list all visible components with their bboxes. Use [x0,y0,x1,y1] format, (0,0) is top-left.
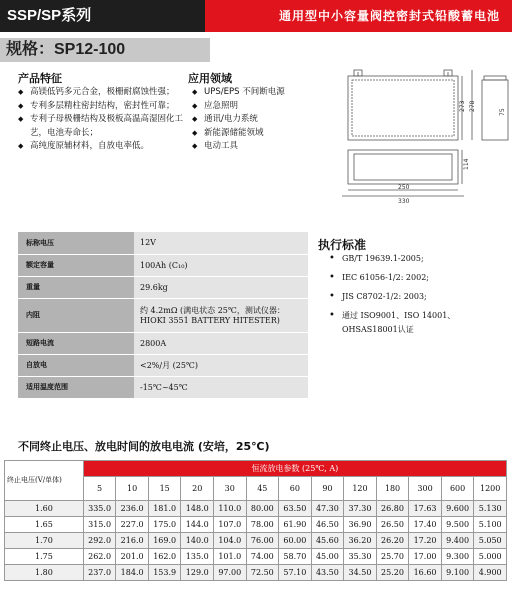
spec-row [18,298,308,332]
current-cell: 35.30 [344,549,377,565]
current-cell: 184.0 [116,565,149,581]
current-cell: 97.00 [214,565,247,581]
current-cell: 26.80 [376,501,409,517]
current-cell: 80.00 [246,501,279,517]
current-cell: 63.50 [279,501,312,517]
table-row [5,517,507,533]
current-cell: 74.00 [246,549,279,565]
application-item: ◆ UPS/EPS 不间断电源 [190,86,320,100]
current-cell: 162.0 [148,549,181,565]
current-cell: 236.0 [116,501,149,517]
current-cell: 5.050 [474,533,507,549]
spec-value: 2800A [134,332,308,354]
spec-row [18,376,308,398]
current-cell: 47.30 [311,501,344,517]
applications-title: 应用领域 [188,72,232,85]
current-cell: 107.0 [214,517,247,533]
current-cell: 57.10 [279,565,312,581]
dim-label: 330 [398,198,410,205]
application-item: ◆ 应急照明 [190,100,320,114]
feature-item: ◆ 专利子母极栅结构及极板高温高湿固化工艺，电池寿命长； [16,113,194,140]
current-cell: 169.0 [148,533,181,549]
current-cell: 5.000 [474,549,507,565]
corner-label: 终止电压(V/单体) [5,461,84,501]
table-row [5,549,507,565]
current-cell: 9.300 [441,549,474,565]
discharge-title: 不同终止电压、放电时间的放电电流 (安培，25℃) [18,440,270,453]
current-cell: 76.00 [246,533,279,549]
spec-table [18,232,308,399]
column-header: 30 [214,477,247,501]
current-cell: 58.70 [279,549,312,565]
voltage-cell: 1.70 [5,533,84,549]
column-header: 180 [376,477,409,501]
current-cell: 104.0 [214,533,247,549]
current-cell: 153.9 [148,565,181,581]
current-cell: 43.50 [311,565,344,581]
current-cell: 216.0 [116,533,149,549]
current-cell: 25.70 [376,549,409,565]
voltage-cell: 1.65 [5,517,84,533]
spec-value: <2%/月 (25℃) [134,354,308,376]
table-row [5,565,507,581]
current-cell: 9.500 [441,517,474,533]
spec-row [18,232,308,254]
table-row [5,533,507,549]
current-cell: 9.100 [441,565,474,581]
column-header: 60 [279,477,312,501]
voltage-cell: 1.75 [5,549,84,565]
feature-item: ◆ 高纯度原辅材料，自放电率低。 [16,140,194,154]
dim-label: 250 [398,184,410,191]
current-cell: 175.0 [148,517,181,533]
application-item: ◆ 新能源储能领域 [190,127,320,141]
column-header: 600 [441,477,474,501]
spec-value: 12V [134,232,308,254]
voltage-cell: 1.60 [5,501,84,517]
current-cell: 110.0 [214,501,247,517]
column-header: 5 [83,477,116,501]
current-cell: 227.0 [116,517,149,533]
group-header: 恒流放电参数 (25℃, A) [83,461,506,477]
current-cell: 36.90 [344,517,377,533]
battery-dimension-drawing [328,66,512,206]
column-header: 10 [116,477,149,501]
current-cell: 5.100 [474,517,507,533]
feature-item: ◆ 高镁低钙多元合金，极栅耐腐蚀性强； [16,86,194,100]
current-cell: 16.60 [409,565,442,581]
current-cell: 26.20 [376,533,409,549]
standard-item: • 通过 ISO9001、ISO 14001、OHSAS18001认证 [326,309,506,337]
current-cell: 140.0 [181,533,214,549]
header-bar [0,0,512,32]
current-cell: 78.00 [246,517,279,533]
current-cell: 36.20 [344,533,377,549]
dim-label: 114 [463,158,470,170]
current-cell: 335.0 [83,501,116,517]
column-header: 15 [148,477,181,501]
application-item: ◆ 通讯/电力系统 [190,113,320,127]
current-cell: 9.400 [441,533,474,549]
spec-key: 标称电压 [18,232,134,254]
current-cell: 201.0 [116,549,149,565]
table-row [5,501,507,517]
standards-list [326,252,506,342]
current-cell: 262.0 [83,549,116,565]
current-cell: 45.00 [311,549,344,565]
current-cell: 45.60 [311,533,344,549]
dim-label: 273 [459,100,466,112]
current-cell: 315.0 [83,517,116,533]
spec-row [18,254,308,276]
voltage-cell: 1.80 [5,565,84,581]
dim-label: 75 [499,108,506,116]
current-cell: 129.0 [181,565,214,581]
column-header: 120 [344,477,377,501]
spec-key: 额定容量 [18,254,134,276]
spec-key: 适用温度范围 [18,376,134,398]
current-cell: 237.0 [83,565,116,581]
spec-value: 约 4.2mΩ (满电状态 25℃，测试仪器：HIOKI 3551 BATTERY HITESTER) [134,298,308,332]
current-cell: 17.40 [409,517,442,533]
feature-item: ◆ 专利多层精柱密封结构，密封性可靠； [16,100,194,114]
standards-title: 执行标准 [318,238,367,252]
spec-row [18,354,308,376]
column-header: 45 [246,477,279,501]
current-cell: 144.0 [181,517,214,533]
dim-label: 278 [469,100,476,112]
spec-key: 内阻 [18,298,134,332]
current-cell: 292.0 [83,533,116,549]
current-cell: 72.50 [246,565,279,581]
spec-key: 短路电流 [18,332,134,354]
standard-item: • GB/T 19639.1-2005; [326,252,506,266]
discharge-table [4,460,507,581]
application-item: ◆ 电动工具 [190,140,320,154]
spec-value: 100Ah (C₁₀) [134,254,308,276]
current-cell: 17.20 [409,533,442,549]
spec-key: 重量 [18,276,134,298]
spec-value: 29.6kg [134,276,308,298]
current-cell: 135.0 [181,549,214,565]
column-header: 20 [181,477,214,501]
product-title: 通用型中小容量阀控密封式铅酸蓄电池 [205,0,512,32]
current-cell: 61.90 [279,517,312,533]
current-cell: 26.50 [376,517,409,533]
series-title: SSP/SP系列 [0,0,205,32]
current-cell: 148.0 [181,501,214,517]
current-cell: 5.130 [474,501,507,517]
current-cell: 60.00 [279,533,312,549]
standard-item: • IEC 61056-1/2: 2002; [326,271,506,285]
current-cell: 17.63 [409,501,442,517]
spec-key: 自放电 [18,354,134,376]
standard-item: • JIS C8702-1/2: 2003; [326,290,506,304]
applications-list [190,86,320,154]
column-header: 90 [311,477,344,501]
current-cell: 17.00 [409,549,442,565]
spec-row [18,276,308,298]
current-cell: 4.900 [474,565,507,581]
column-header: 1200 [474,477,507,501]
current-cell: 181.0 [148,501,181,517]
model-label: 规格：SP12-100 [0,38,210,62]
current-cell: 46.50 [311,517,344,533]
spec-row [18,332,308,354]
current-cell: 37.30 [344,501,377,517]
current-cell: 101.0 [214,549,247,565]
current-cell: 25.20 [376,565,409,581]
spec-value: -15℃~45℃ [134,376,308,398]
current-cell: 34.50 [344,565,377,581]
features-title: 产品特征 [18,72,62,85]
current-cell: 9.600 [441,501,474,517]
column-header: 300 [409,477,442,501]
features-list [16,86,194,154]
